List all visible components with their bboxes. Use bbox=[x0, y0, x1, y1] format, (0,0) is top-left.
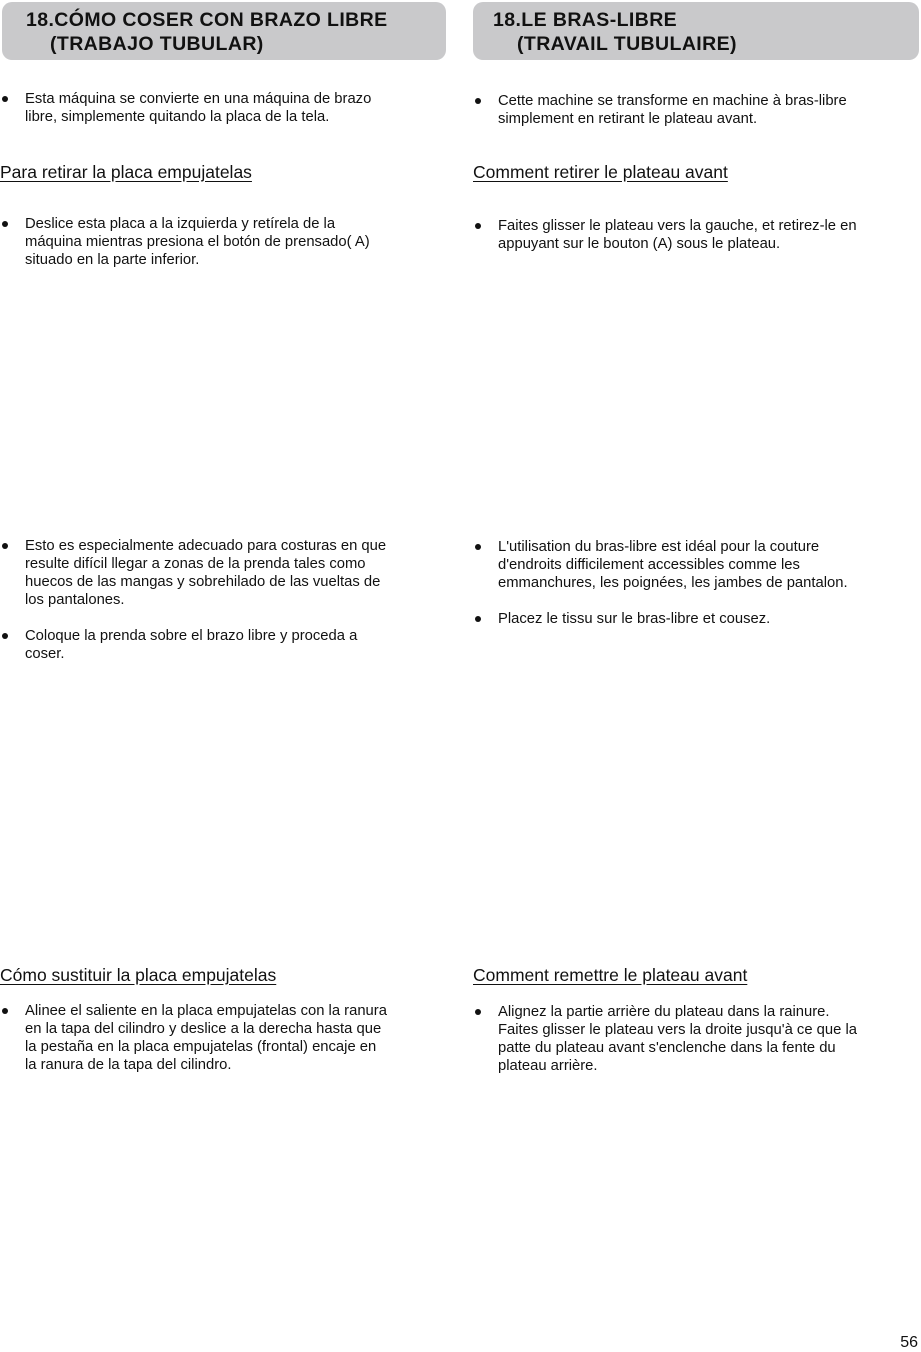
spanish-column bbox=[0, 0, 450, 1352]
title-line-2: (TRABAJO TUBULAR) bbox=[50, 33, 264, 55]
remove-heading: Comment retirer le plateau avant bbox=[473, 162, 728, 182]
bullet-icon bbox=[2, 543, 8, 549]
remove-step: Faites glisser le plateau vers la gauche, et retirez-le en appuyant sur le bouton (A) sous le plateau. bbox=[473, 217, 857, 253]
replace-heading: Cómo sustituir la placa empujatelas bbox=[0, 965, 277, 985]
intro-paragraph: Cette machine se transforme en machine à bras-libre simplement en retirant le plateau avant. bbox=[473, 92, 847, 128]
sew-step: Placez le tissu sur le bras-libre et cousez. bbox=[473, 610, 770, 628]
bullet-icon bbox=[2, 633, 8, 639]
page-number: 56 bbox=[900, 1334, 918, 1351]
title-line-2: (TRAVAIL TUBULAIRE) bbox=[517, 33, 737, 55]
bullet-icon bbox=[475, 616, 481, 622]
title-line-1: 18.LE BRAS-LIBRE bbox=[493, 9, 678, 31]
remove-step: Deslice esta placa a la izquierda y retírela de la máquina mientras presiona el botón de prensado( A) situado en la parte inferior. bbox=[0, 215, 370, 269]
bullet-icon bbox=[2, 221, 8, 227]
replace-heading: Comment remettre le plateau avant bbox=[473, 965, 748, 985]
bullet-icon bbox=[475, 1009, 481, 1015]
section-title-spanish bbox=[2, 2, 446, 60]
remove-heading: Para retirar la placa empujatelas bbox=[0, 162, 252, 182]
replace-step: Alinee el saliente en la placa empujatelas con la ranura en la tapa del cilindro y deslice a la derecha hasta que la pestaña en la placa empujatelas (frontal) encaje en la ranura de la tapa del cilindro. bbox=[0, 1002, 387, 1074]
french-column bbox=[473, 0, 921, 1352]
title-line-1: 18.CÓMO COSER CON BRAZO LIBRE bbox=[26, 9, 388, 31]
replace-step: Alignez la partie arrière du plateau dans la rainure. Faites glisser le plateau vers la droite jusqu'à ce que la patte du plateau avant s'enclenche dans la fente du plateau arrière. bbox=[473, 1003, 857, 1075]
section-title-french bbox=[473, 2, 919, 60]
intro-paragraph: Esta máquina se convierte en una máquina de brazo libre, simplemente quitando la placa de la tela. bbox=[0, 90, 371, 126]
sew-step: Coloque la prenda sobre el brazo libre y proceda a coser. bbox=[0, 627, 357, 663]
bullet-icon bbox=[2, 1008, 8, 1014]
bullet-icon bbox=[475, 98, 481, 104]
use-note: Esto es especialmente adecuado para costuras en que resulte difícil llegar a zonas de la prenda tales como huecos de las mangas y sobrehilado de las vueltas de los pantalones. bbox=[0, 537, 386, 609]
bullet-icon bbox=[475, 223, 481, 229]
use-note: L'utilisation du bras-libre est idéal pour la couture d'endroits difficilement accessibles comme les emmanchures, les poignées, les jambes de pantalon. bbox=[473, 538, 848, 592]
bullet-icon bbox=[2, 96, 8, 102]
bullet-icon bbox=[475, 544, 481, 550]
